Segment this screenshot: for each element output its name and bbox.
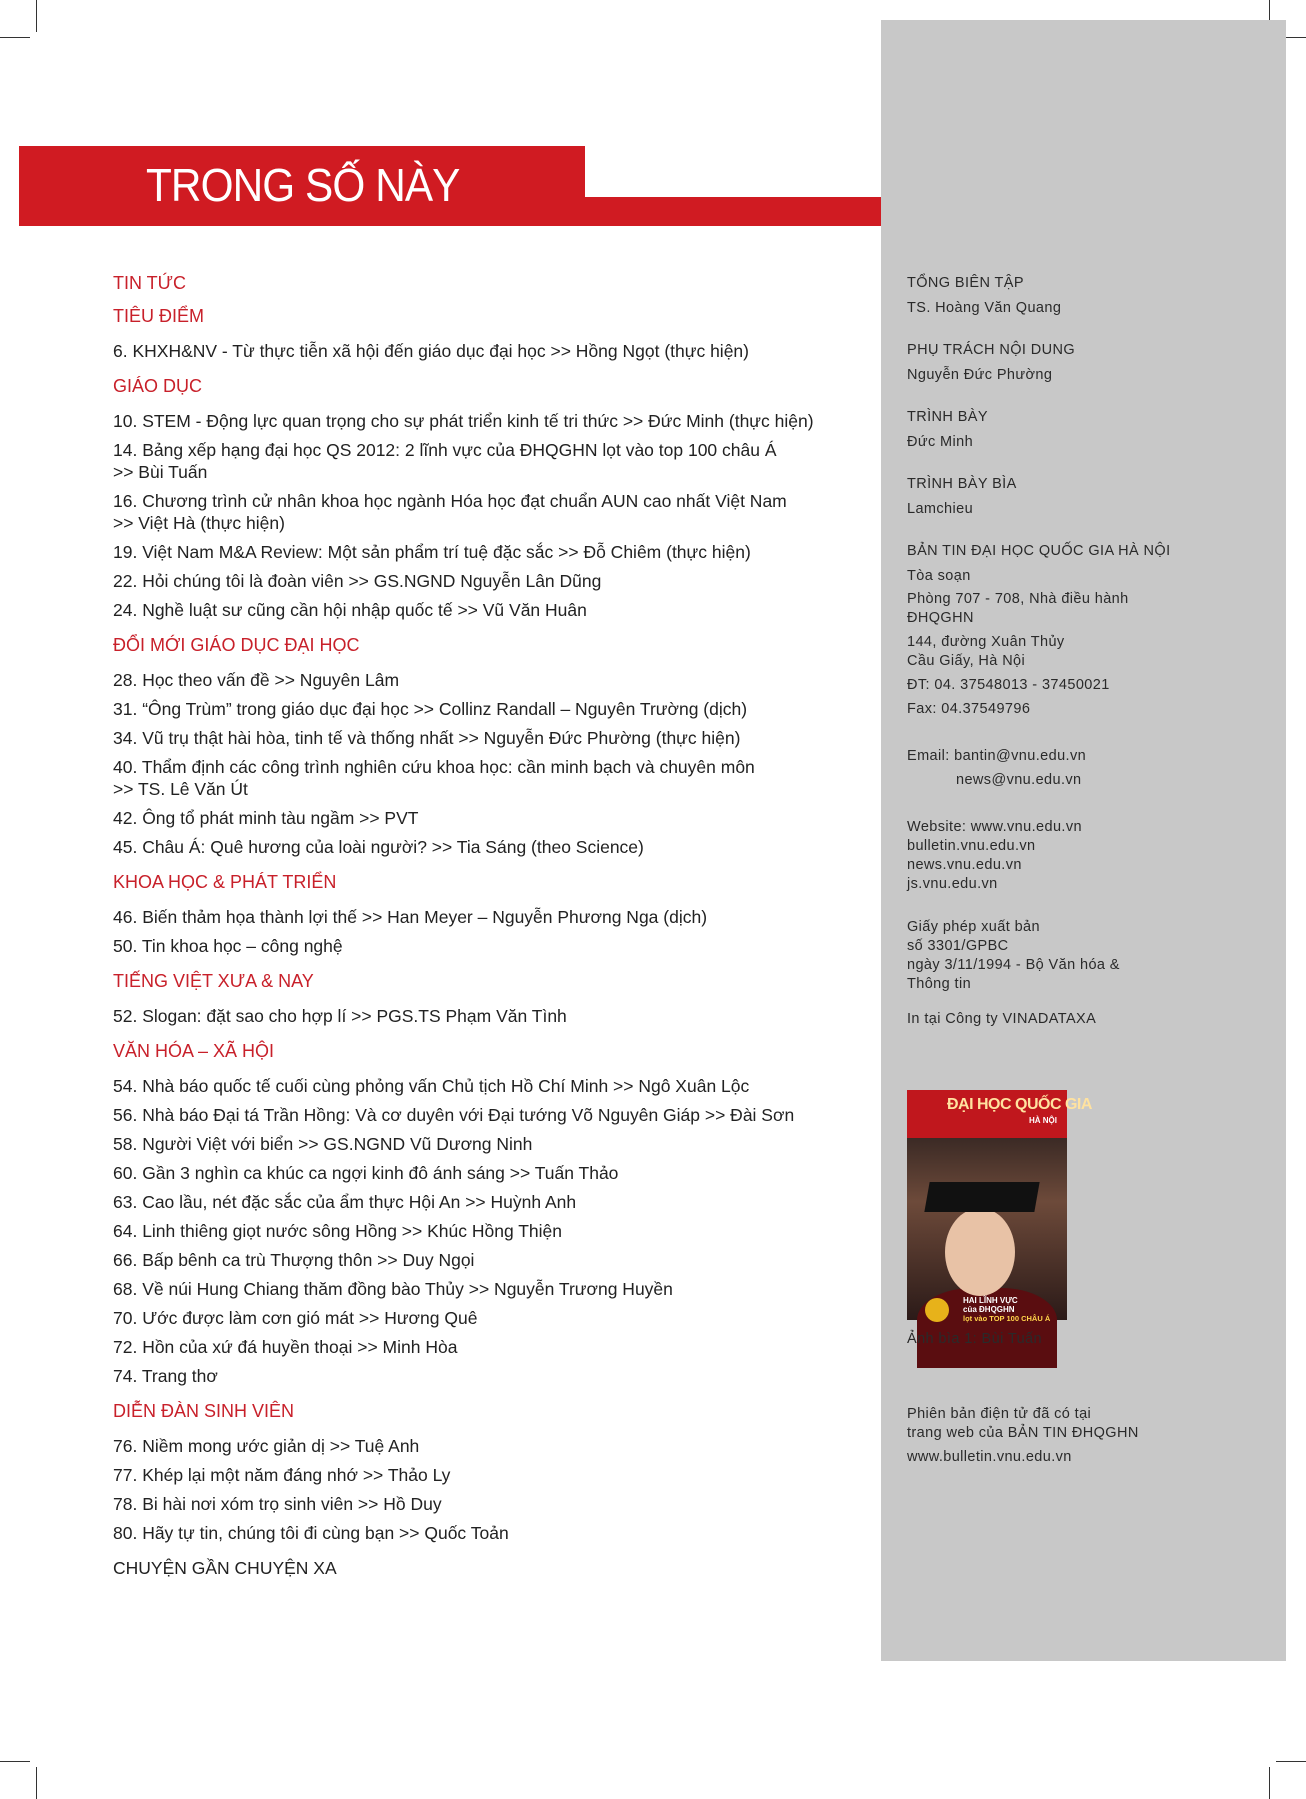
toc-item-line: 22. Hỏi chúng tôi là đoàn viên >> GS.NGND Nguyễn Lân Dũng	[113, 571, 602, 591]
toc-item	[113, 906, 863, 928]
website: bulletin.vnu.edu.vn	[907, 838, 1036, 854]
toc-item-line: 28. Học theo vấn đề >> Nguyên Lâm	[113, 670, 400, 690]
toc-item	[113, 1191, 863, 1213]
toc-item-line: 42. Ông tổ phát minh tàu ngầm >> PVT	[113, 808, 419, 828]
toc-section	[113, 970, 863, 1027]
address-office	[907, 590, 1267, 628]
toc-item	[113, 340, 863, 362]
cover-photo	[907, 1138, 1067, 1323]
toc-item	[113, 1220, 863, 1242]
table-of-contents	[113, 272, 863, 1579]
crop-mark	[0, 1761, 30, 1762]
layout-name: Đức Minh	[907, 434, 974, 450]
email-secondary: news@vnu.edu.vn	[956, 772, 1082, 788]
license-line: ngày 3/11/1994 - Bộ Văn hóa &	[907, 957, 1120, 973]
content-name: Nguyễn Đức Phường	[907, 367, 1053, 383]
toc-item-line: 77. Khép lại một năm đáng nhớ >> Thảo Ly	[113, 1465, 451, 1485]
toc-item	[113, 935, 863, 957]
toc-section-title: GIÁO DỤC	[113, 376, 203, 396]
license-line: số 3301/GPBC	[907, 938, 1009, 954]
cover-credit-block	[907, 1330, 1267, 1467]
toc-item	[113, 490, 863, 534]
toc-item	[113, 756, 863, 800]
toc-section-title: DIỄN ĐÀN SINH VIÊN	[113, 1401, 295, 1421]
crop-mark	[1276, 1761, 1306, 1762]
toc-item-line: 80. Hãy tự tin, chúng tôi đi cùng bạn >> Quốc Toản	[113, 1523, 509, 1543]
toc-item	[113, 1249, 863, 1271]
cover-headline-line: của ĐHQGHN	[963, 1305, 1015, 1314]
fax: Fax: 04.37549796	[907, 701, 1031, 717]
toc-item-line: 31. “Ông Trùm” trong giáo dục đại học >> Collinz Randall – Nguyên Trường (dịch)	[113, 699, 748, 719]
toc-item	[113, 1133, 863, 1155]
toc-item-line: 6. KHXH&NV - Từ thực tiễn xã hội đến giáo dục đại học >> Hồng Ngọt (thực hiện)	[113, 341, 749, 361]
toc-section	[113, 634, 863, 858]
toc-item-line: 63. Cao lầu, nét đặc sắc của ẩm thực Hội An >> Huỳnh Anh	[113, 1192, 577, 1212]
toc-section-title: TIN TỨC	[113, 273, 187, 293]
crop-mark	[36, 1767, 37, 1799]
toc-item-line: 58. Người Việt với biển >> GS.NGND Vũ Dương Ninh	[113, 1134, 533, 1154]
toc-item	[113, 599, 863, 621]
toc-section	[113, 375, 863, 621]
phone: ĐT: 04. 37548013 - 37450021	[907, 677, 1110, 693]
toc-item-line: >> Việt Hà (thực hiện)	[113, 513, 285, 533]
masthead	[907, 274, 1267, 1029]
toc-item-line: 74. Trang thơ	[113, 1366, 218, 1386]
online-note	[907, 1405, 1267, 1467]
toc-item	[113, 1307, 863, 1329]
printer: In tại Công ty VINADATAXA	[907, 1011, 1097, 1027]
toc-item	[113, 669, 863, 691]
toc-item	[113, 1104, 863, 1126]
content-label: PHỤ TRÁCH NỘI DUNG	[907, 342, 1076, 358]
toc-section	[113, 272, 863, 294]
toc-item	[113, 410, 863, 432]
cover-face	[945, 1208, 1015, 1296]
toc-item-line: 66. Bấp bênh ca trù Thượng thôn >> Duy Ngọi	[113, 1250, 475, 1270]
toc-section-title: ĐỔI MỚI GIÁO DỤC ĐẠI HỌC	[113, 635, 360, 655]
crop-mark	[1269, 1767, 1270, 1799]
toc-item-line: 40. Thẩm định các công trình nghiên cứu khoa học: cần minh bạch và chuyên môn	[113, 757, 755, 777]
toc-section	[113, 1040, 863, 1387]
email-primary: Email: bantin@vnu.edu.vn	[907, 748, 1087, 764]
toc-item-line: 78. Bi hài nơi xóm trọ sinh viên >> Hồ Duy	[113, 1494, 442, 1514]
toc-item	[113, 541, 863, 563]
toc-item-line: 68. Về núi Hung Chiang thăm đồng bào Thủy >> Nguyễn Trương Huyền	[113, 1279, 673, 1299]
crop-mark	[36, 0, 37, 32]
toc-item	[113, 1464, 863, 1486]
toc-item-line: 45. Châu Á: Quê hương của loài người? >> Tia Sáng (theo Science)	[113, 837, 644, 857]
toc-item-line: 54. Nhà báo quốc tế cuối cùng phỏng vấn Chủ tịch Hồ Chí Minh >> Ngô Xuân Lộc	[113, 1076, 750, 1096]
website: news.vnu.edu.vn	[907, 857, 1022, 873]
online-note-line: trang web của BẢN TIN ĐHQGHN	[907, 1425, 1139, 1441]
address-line: 144, đường Xuân Thủy	[907, 634, 1065, 650]
cover-tagline: lọt vào TOP 100 CHÂU Á	[963, 1314, 1051, 1323]
toc-item	[113, 1522, 863, 1544]
toc-item	[113, 727, 863, 749]
layout-label: TRÌNH BÀY	[907, 409, 988, 425]
toc-item-line: 10. STEM - Động lực quan trọng cho sự phát triển kinh tế tri thức >> Đức Minh (thực hiện)	[113, 411, 814, 431]
toc-item-line: 34. Vũ trụ thật hài hòa, tinh tế và thống nhất >> Nguyễn Đức Phường (thực hiện)	[113, 728, 741, 748]
address-line: Cầu Giấy, Hà Nội	[907, 653, 1026, 669]
toc-item	[113, 439, 863, 483]
toc-section	[113, 1400, 863, 1544]
toc-item	[113, 698, 863, 720]
toc-item	[113, 807, 863, 829]
editor-label: TỔNG BIÊN TẬP	[907, 275, 1024, 291]
toc-item-line: >> TS. Lê Văn Út	[113, 779, 248, 799]
toc-item-line: 72. Hồn của xứ đá huyền thoại >> Minh Hòa	[113, 1337, 458, 1357]
bulletin-label: BẢN TIN ĐẠI HỌC QUỐC GIA HÀ NỘI	[907, 543, 1171, 559]
online-url: www.bulletin.vnu.edu.vn	[907, 1449, 1072, 1465]
toc-item	[113, 1005, 863, 1027]
toc-item-line: 52. Slogan: đặt sao cho hợp lí >> PGS.TS Phạm Văn Tình	[113, 1006, 567, 1026]
cover-image	[907, 1090, 1092, 1323]
toc-item-line: 24. Nghề luật sư cũng cần hội nhập quốc tế >> Vũ Văn Huân	[113, 600, 587, 620]
toc-item	[113, 1435, 863, 1457]
toc-section	[113, 871, 863, 957]
license-line: Thông tin	[907, 976, 972, 992]
cover-logo: ĐẠI HỌC QUỐC GIA	[947, 1096, 1092, 1113]
online-note-line: Phiên bản điện tử đã có tại	[907, 1406, 1092, 1422]
cover-headline	[963, 1296, 1018, 1314]
crop-mark	[0, 37, 30, 38]
address-street	[907, 633, 1267, 671]
address-line: ĐHQGHN	[907, 610, 974, 626]
toc-section	[113, 305, 863, 362]
license-line: Giấy phép xuất bản	[907, 919, 1040, 935]
page-title: TRONG SỐ NÀY	[146, 159, 460, 211]
cover-credit: Ảnh bìa 1: Bùi Tuấn	[907, 1331, 1042, 1347]
cover-cap	[924, 1182, 1039, 1212]
editor-name: TS. Hoàng Văn Quang	[907, 300, 1062, 316]
toc-footer: CHUYỆN GẦN CHUYỆN XA	[113, 1558, 337, 1578]
toc-item-line: 16. Chương trình cử nhân khoa học ngành Hóa học đạt chuẩn AUN cao nhất Việt Nam	[113, 491, 787, 511]
address-line: Phòng 707 - 708, Nhà điều hành	[907, 591, 1129, 607]
toc-item-line: 70. Ước được làm cơn gió mát >> Hương Quê	[113, 1308, 478, 1328]
toc-section-title: TIẾNG VIỆT XƯA & NAY	[113, 971, 314, 991]
cover-layout-label: TRÌNH BÀY BÌA	[907, 476, 1017, 492]
cover-headline-line: HAI LĨNH VỰC	[963, 1296, 1018, 1305]
toc-item-line: >> Bùi Tuấn	[113, 462, 208, 482]
website: Website: www.vnu.edu.vn	[907, 819, 1082, 835]
toc-item-line: 19. Việt Nam M&A Review: Một sản phẩm trí tuệ đặc sắc >> Đỗ Chiêm (thực hiện)	[113, 542, 751, 562]
office-label: Tòa soạn	[907, 568, 971, 584]
toc-section-title: TIÊU ĐIỂM	[113, 306, 205, 326]
cover-subtitle: HÀ NỘI	[1029, 1116, 1057, 1125]
website: js.vnu.edu.vn	[907, 876, 998, 892]
cover-layout-name: Lamchieu	[907, 501, 974, 517]
toc-section-title: VĂN HÓA – XÃ HỘI	[113, 1041, 275, 1061]
toc-item-line: 76. Niềm mong ước giản dị >> Tuệ Anh	[113, 1436, 420, 1456]
toc-item-line: 46. Biến thảm họa thành lợi thế >> Han Meyer – Nguyễn Phương Nga (dịch)	[113, 907, 708, 927]
toc-item	[113, 836, 863, 858]
toc-item-line: 14. Bảng xếp hạng đại học QS 2012: 2 lĩnh vực của ĐHQGHN lọt vào top 100 châu Á	[113, 440, 777, 460]
toc-item	[113, 1278, 863, 1300]
toc-item-line: 56. Nhà báo Đại tá Trần Hồng: Và cơ duyên với Đại tướng Võ Nguyên Giáp >> Đài Sơn	[113, 1105, 795, 1125]
toc-item	[113, 1162, 863, 1184]
toc-item-line: 60. Gần 3 nghìn ca khúc ca ngợi kinh đô ánh sáng >> Tuấn Thảo	[113, 1163, 619, 1183]
cover-badge-icon	[925, 1298, 949, 1322]
toc-item	[113, 1075, 863, 1097]
toc-item-line: 64. Linh thiêng giọt nước sông Hồng >> Khúc Hồng Thiện	[113, 1221, 563, 1241]
toc-item	[113, 1493, 863, 1515]
toc-section-title: KHOA HỌC & PHÁT TRIỂN	[113, 872, 337, 892]
toc-item-line: 50. Tin khoa học – công nghệ	[113, 936, 343, 956]
toc-item	[113, 1336, 863, 1358]
toc-item	[113, 1365, 863, 1387]
toc-item	[113, 570, 863, 592]
